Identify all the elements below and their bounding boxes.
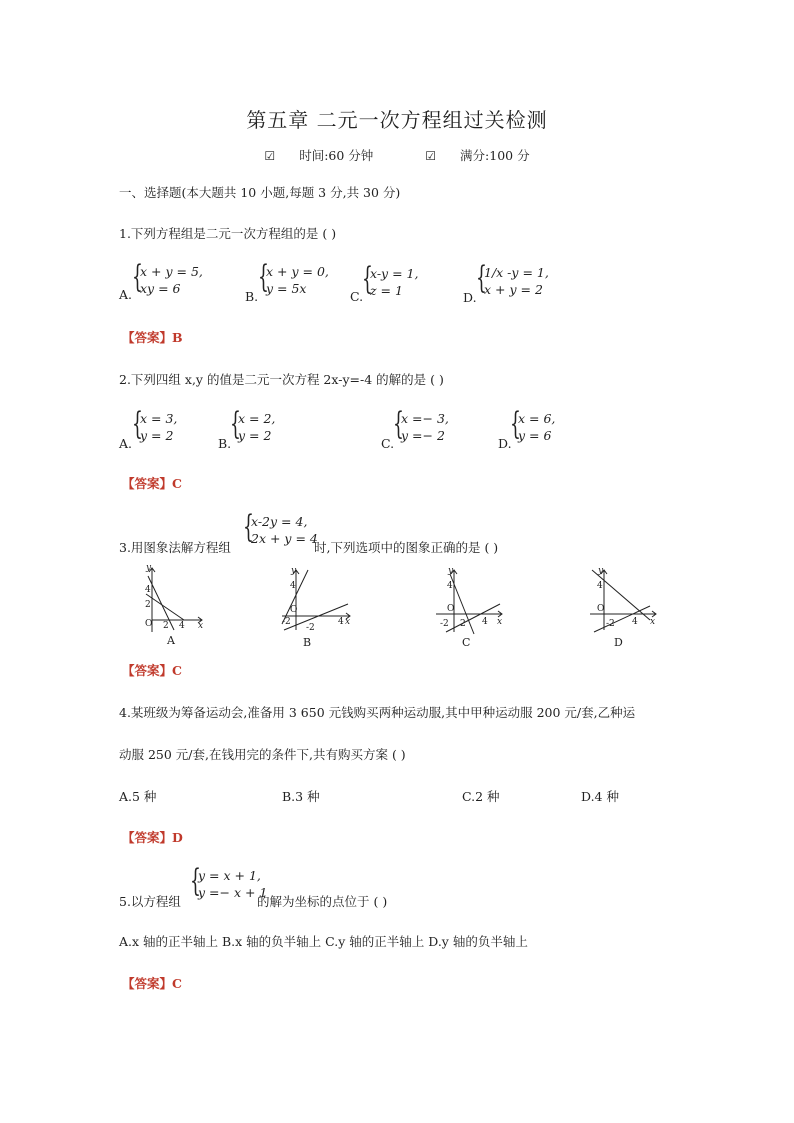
question-4-line-1: 4.某班级为筹备运动会,准备用 3 650 元钱购买两种运动服,其中甲种运动服 200 元/套,乙种运 xyxy=(119,705,636,720)
q1-option-b-letter: B. xyxy=(245,289,259,304)
question-5-stem-end: 的解为坐标的点位于 ( ) xyxy=(257,894,388,909)
question-2-stem: 2.下列四组 x,y 的值是二元一次方程 2x-y=-4 的解的是 ( ) xyxy=(119,372,444,387)
q1-option-d-letter: D. xyxy=(463,290,477,305)
q5-answer: 【答案】C xyxy=(122,976,182,991)
brace-icon: { xyxy=(132,259,143,295)
y-label: y xyxy=(146,563,152,573)
q4-option-b: B.3 种 xyxy=(282,789,320,804)
origin: O xyxy=(447,604,455,614)
q4-option-c: C.2 种 xyxy=(462,789,500,804)
q2-option-b-letter: B. xyxy=(218,436,232,451)
tick-4: 4 xyxy=(597,581,603,591)
brace-icon: { xyxy=(190,863,201,899)
tick-2: 2 xyxy=(145,600,151,610)
q2-answer: 【答案】C xyxy=(122,476,182,491)
page-title: 第五章 二元一次方程组过关检测 xyxy=(246,108,548,132)
x-label: x xyxy=(650,617,656,627)
q2-option-a-letter: A. xyxy=(119,436,133,451)
q3-answer: 【答案】C xyxy=(122,663,182,678)
x-label: x xyxy=(497,617,503,627)
tick-x-neg2: -2 xyxy=(282,617,291,627)
checkbox-icon: ☑ xyxy=(425,149,437,163)
question-3-stem-start: 3.用图象法解方程组 xyxy=(119,540,231,555)
y-label: y xyxy=(291,566,297,576)
tick-x2: 2 xyxy=(460,619,466,629)
q1-answer: 【答案】B xyxy=(122,330,183,345)
graph-d-label: D xyxy=(614,636,623,649)
tick-x4: 4 xyxy=(632,617,638,627)
tick-x4: 4 xyxy=(482,617,488,627)
checkbox-icon: ☑ xyxy=(264,149,276,163)
q4-option-a: A.5 种 xyxy=(119,789,157,804)
q2-option-c-letter: C. xyxy=(381,436,395,451)
full-score: ☑ 满分:100 分 xyxy=(425,148,530,163)
tick-y-neg2: -2 xyxy=(606,619,615,629)
origin: O xyxy=(145,619,153,629)
graph-b-label: B xyxy=(303,636,312,649)
graph-b xyxy=(278,564,354,654)
brace-icon: { xyxy=(243,509,254,545)
tick-y-neg2: -2 xyxy=(440,619,449,629)
question-3-stem-end: 时,下列选项中的图象正确的是 ( ) xyxy=(314,540,499,555)
graph-c-label: C xyxy=(462,636,471,649)
origin: O xyxy=(597,604,605,614)
graph-c xyxy=(434,564,510,654)
q4-option-d: D.4 种 xyxy=(581,789,619,804)
graph-a-label: A xyxy=(167,634,175,647)
tick-x2: 2 xyxy=(163,621,169,631)
question-1-stem: 1.下列方程组是二元一次方程组的是 ( ) xyxy=(119,226,337,241)
tick-4: 4 xyxy=(145,585,151,595)
tick-y-neg2: -2 xyxy=(306,623,315,633)
section-heading: 一、选择题(本大题共 10 小题,每题 3 分,共 30 分) xyxy=(119,185,401,200)
graph-d xyxy=(584,564,664,654)
y-label: y xyxy=(448,566,454,576)
x-label: x xyxy=(345,617,351,627)
brace-icon: { xyxy=(476,260,487,296)
brace-icon: { xyxy=(132,406,143,442)
q1-option-a-letter: A. xyxy=(119,287,133,302)
y-label: y xyxy=(598,566,604,576)
q1-option-c-letter: C. xyxy=(350,289,364,304)
exam-meta xyxy=(0,146,794,164)
brace-icon: { xyxy=(362,261,373,297)
q5-options: A.x 轴的正半轴上 B.x 轴的负半轴上 C.y 轴的正半轴上 D.y 轴的负半轴上 xyxy=(119,934,528,949)
question-5-stem-start: 5.以方程组 xyxy=(119,894,181,909)
time-limit: ☑ 时间:60 分钟 xyxy=(264,148,374,163)
brace-icon: { xyxy=(393,406,404,442)
tick-4: 4 xyxy=(447,581,453,591)
brace-icon: { xyxy=(510,406,521,442)
x-label: x xyxy=(198,621,204,631)
origin: O xyxy=(290,605,298,615)
graph-a xyxy=(138,560,208,650)
brace-icon: { xyxy=(258,259,269,295)
q2-option-d-letter: D. xyxy=(498,436,512,451)
tick-x4: 4 xyxy=(179,621,185,631)
tick-x4: 4 xyxy=(338,617,344,627)
question-4-line-2: 动服 250 元/套,在钱用完的条件下,共有购买方案 ( ) xyxy=(119,747,406,762)
brace-icon: { xyxy=(230,406,241,442)
tick-4: 4 xyxy=(290,581,296,591)
q4-answer: 【答案】D xyxy=(122,830,183,845)
